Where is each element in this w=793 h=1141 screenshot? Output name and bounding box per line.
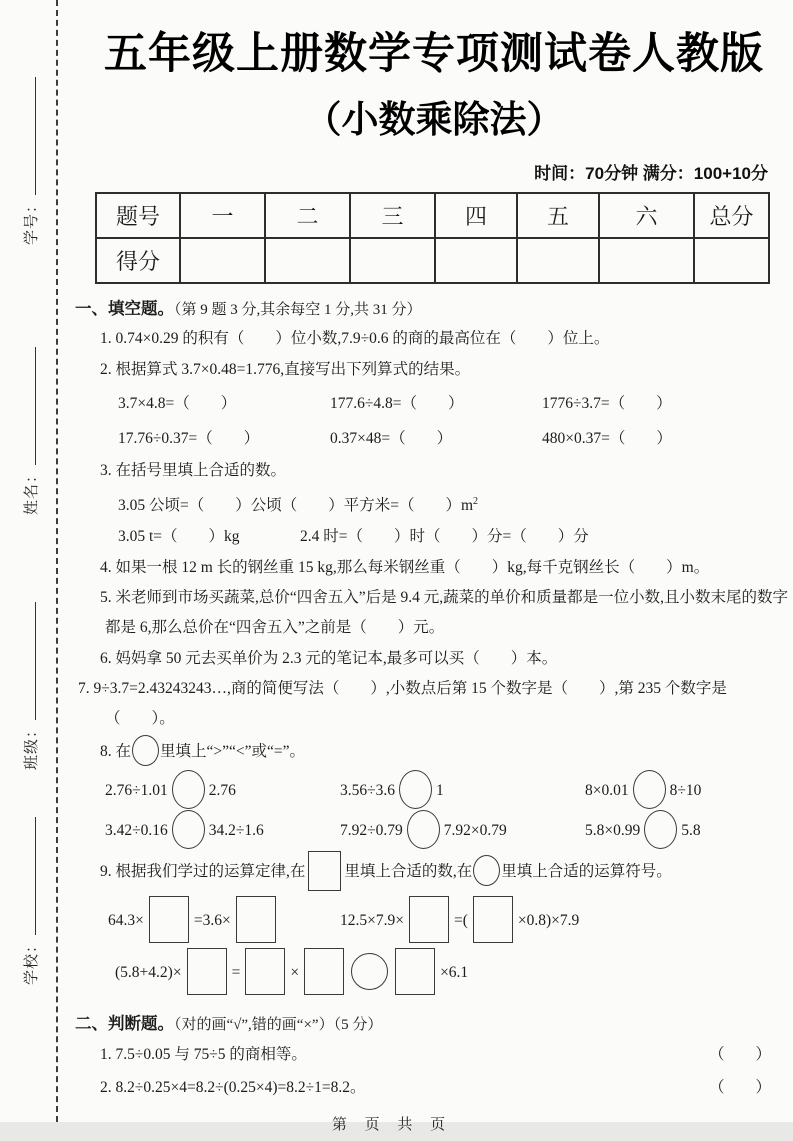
equation-item: 3.7×4.8=（ ） — [118, 395, 237, 412]
answer-box — [236, 896, 276, 943]
time-and-score-info: 时间：70分钟 满分：100+10分 — [534, 164, 768, 183]
score-empty-cell — [435, 238, 517, 283]
comparison-left: 2.76÷1.01 — [105, 782, 168, 800]
comparison-circle — [633, 770, 666, 809]
equation-text: 64.3× — [108, 911, 144, 929]
equation-text: ×0.8)×7.9 — [517, 911, 580, 929]
judge-answer-blank: （ ） — [708, 1078, 771, 1096]
equation-text: = — [231, 963, 241, 981]
score-header-cell: 四 — [435, 193, 517, 238]
unit-conversion-item — [118, 486, 793, 521]
score-empty-cell — [350, 238, 435, 283]
score-row-label: 得分 — [96, 238, 180, 283]
score-empty-cell — [180, 238, 265, 283]
score-header-cell: 二 — [265, 193, 350, 238]
question-4: 4. 如果一根 12 m 长的钢丝重 15 kg,那么每米钢丝重（ ）kg,每千克钢丝长（ ）m。 — [100, 559, 710, 577]
paper-subtitle: （小数乘除法） — [304, 99, 564, 140]
question-9-text-b: 里填上合适的数,在 — [344, 863, 473, 881]
comparison-item — [585, 810, 793, 853]
score-empty-cell — [599, 238, 694, 283]
answer-box — [149, 896, 189, 943]
comparison-right: 1 — [436, 782, 444, 800]
comparison-item — [105, 770, 340, 813]
answer-box — [308, 851, 341, 891]
paper-title: 五年级上册数学专项测试卷人教版 — [104, 30, 764, 78]
sidebar-field-student-id — [20, 77, 41, 245]
equation-text: =3.6× — [193, 911, 231, 929]
unit-conversion-text: 3.05 公顷=（ ）公顷（ ）平方米=（ ）m — [118, 497, 474, 515]
comparison-right: 7.92×0.79 — [443, 822, 507, 840]
comparison-right: 2.76 — [208, 782, 236, 800]
question-2-answers-row1 — [75, 387, 793, 420]
section2-heading — [75, 1011, 793, 1038]
comparison-left: 5.8×0.99 — [585, 822, 641, 840]
questions-area — [75, 296, 793, 1141]
operator-circle — [351, 953, 388, 990]
question-8 — [75, 734, 793, 770]
score-table — [95, 192, 770, 284]
question-5: 5. 米老师到市场买蔬菜,总价“四舍五入”后是 9.4 元,蔬菜的单价和质量都是一位小数,且小数末尾的数字都是 6,那么总价在“四舍五入”之前是（ ）元。 — [100, 589, 789, 637]
sidebar-field-school — [20, 817, 41, 985]
comparison-circle — [399, 770, 432, 809]
comparison-left: 3.56÷3.6 — [340, 782, 396, 800]
section1-heading — [75, 296, 793, 323]
equation-text: 12.5×7.9× — [340, 911, 404, 929]
equation-text: × — [290, 963, 300, 981]
score-table-header-row — [96, 193, 769, 238]
score-table-score-row — [96, 238, 769, 283]
section2-title: 二、判断题。 — [75, 1013, 174, 1033]
comparison-item — [340, 810, 585, 853]
question-2: 2. 根据算式 3.7×0.48=1.776,直接写出下列算式的结果。 — [100, 361, 471, 378]
comparison-left: 3.42÷0.16 — [105, 822, 168, 840]
score-header-cell: 总分 — [694, 193, 769, 238]
answer-box — [409, 896, 449, 943]
score-header-cell: 题号 — [96, 193, 180, 238]
section1-score-note: （第 9 题 3 分,其余每空 1 分,共 31 分） — [174, 302, 422, 318]
question-8-row2 — [75, 810, 793, 850]
equation-item: 177.6÷4.8=（ ） — [330, 395, 464, 412]
square-superscript: 2 — [473, 496, 479, 507]
question-9-text-c: 里填上合适的运算符号。 — [501, 863, 672, 881]
name-blank-line — [22, 347, 36, 465]
comparison-circle — [407, 810, 440, 849]
question-6: 6. 妈妈拿 50 元去买单价为 2.3 元的笔记本,最多可以买（ ）本。 — [100, 650, 558, 668]
sidebar-field-name — [20, 347, 41, 515]
comparison-right: 34.2÷1.6 — [208, 822, 264, 840]
comparison-right: 8÷10 — [669, 782, 702, 800]
fill-equation — [108, 895, 340, 947]
equation-item: 0.37×48=（ ） — [330, 430, 453, 447]
unit-conversion-item: 3.05 t=（ ）kg — [118, 528, 240, 546]
sidebar-field-class — [20, 602, 41, 770]
comparison-right: 5.8 — [681, 822, 701, 840]
equation-item: 17.76÷0.37=（ ） — [118, 430, 260, 447]
answer-box — [304, 948, 344, 995]
question-1: 1. 0.74×0.29 的积有（ ）位小数,7.9÷0.6 的商的最高位在（ ）位上。 — [100, 330, 610, 347]
judge-text: 2. 8.2÷0.25×4=8.2÷(0.25×4)=8.2÷1=8.2。 — [100, 1078, 366, 1096]
judge-text: 1. 7.5÷0.05 与 75÷5 的商相等。 — [100, 1045, 307, 1063]
judge-question-1 — [75, 1038, 793, 1071]
score-header-cell: 五 — [517, 193, 599, 238]
unit-conversion-item: 2.4 时=（ ）时（ ）分=（ ）分 — [300, 528, 589, 546]
question-9-row2 — [75, 947, 793, 999]
comparison-circle — [644, 810, 677, 849]
score-header-cell: 六 — [599, 193, 694, 238]
question-3-line2 — [75, 521, 793, 552]
equation-text: =( — [453, 911, 468, 929]
answer-box — [395, 948, 435, 995]
fill-equation — [340, 895, 793, 947]
school-blank-line — [22, 817, 36, 935]
fill-equation — [115, 964, 468, 981]
comparison-circle — [172, 810, 205, 849]
judge-question-2 — [75, 1071, 793, 1104]
answer-box — [187, 948, 227, 995]
comparison-circle — [132, 735, 159, 766]
student-id-label: 学号： — [24, 196, 40, 245]
question-9-text-a: 9. 根据我们学过的运算定律,在 — [100, 863, 306, 881]
question-8-text-a: 8. 在 — [100, 743, 132, 761]
answer-box — [245, 948, 285, 995]
score-header-cell: 一 — [180, 193, 265, 238]
equation-text: (5.8+4.2)× — [115, 963, 182, 981]
paper-content — [75, 0, 793, 1141]
section2-score-note: （对的画“√”,错的画“×”）（5 分） — [174, 1016, 383, 1033]
score-empty-cell — [265, 238, 350, 283]
question-8-row1 — [75, 770, 793, 810]
score-empty-cell — [694, 238, 769, 283]
equation-item: 480×0.37=（ ） — [542, 430, 672, 447]
judge-answer-blank: （ ） — [708, 1045, 771, 1063]
question-3-line1 — [75, 486, 793, 521]
school-label: 学校： — [24, 936, 40, 985]
question-9-row1 — [75, 895, 793, 947]
question-3: 3. 在括号里填上合适的数。 — [100, 462, 287, 479]
question-2-answers-row2 — [75, 422, 793, 455]
student-id-blank-line — [22, 77, 36, 195]
class-blank-line — [22, 602, 36, 720]
comparison-item — [585, 770, 793, 813]
page-footer: 第 页 共 页 — [331, 1116, 453, 1133]
equation-text: ×6.1 — [440, 963, 469, 981]
operator-circle — [473, 855, 500, 886]
section1-title: 一、填空题。 — [75, 299, 174, 318]
comparison-item — [340, 770, 585, 813]
comparison-item — [105, 810, 340, 853]
score-header-cell: 三 — [350, 193, 435, 238]
comparison-circle — [172, 770, 205, 809]
question-9 — [75, 850, 793, 894]
comparison-left: 8×0.01 — [585, 782, 629, 800]
class-label: 班级： — [24, 721, 40, 770]
equation-item: 1776÷3.7=（ ） — [542, 395, 672, 412]
score-empty-cell — [517, 238, 599, 283]
name-label: 姓名： — [24, 466, 40, 515]
question-7: 7. 9÷3.7=2.43243243…,商的简便写法（ ）,小数点后第 15 个数字是（ ）,第 235 个数字是（ ）。 — [78, 680, 727, 728]
comparison-left: 7.92÷0.79 — [340, 822, 403, 840]
question-8-text-b: 里填上“>”“<”或“=”。 — [160, 743, 306, 761]
answer-box — [473, 896, 513, 943]
dashed-cut-line — [56, 0, 58, 1122]
